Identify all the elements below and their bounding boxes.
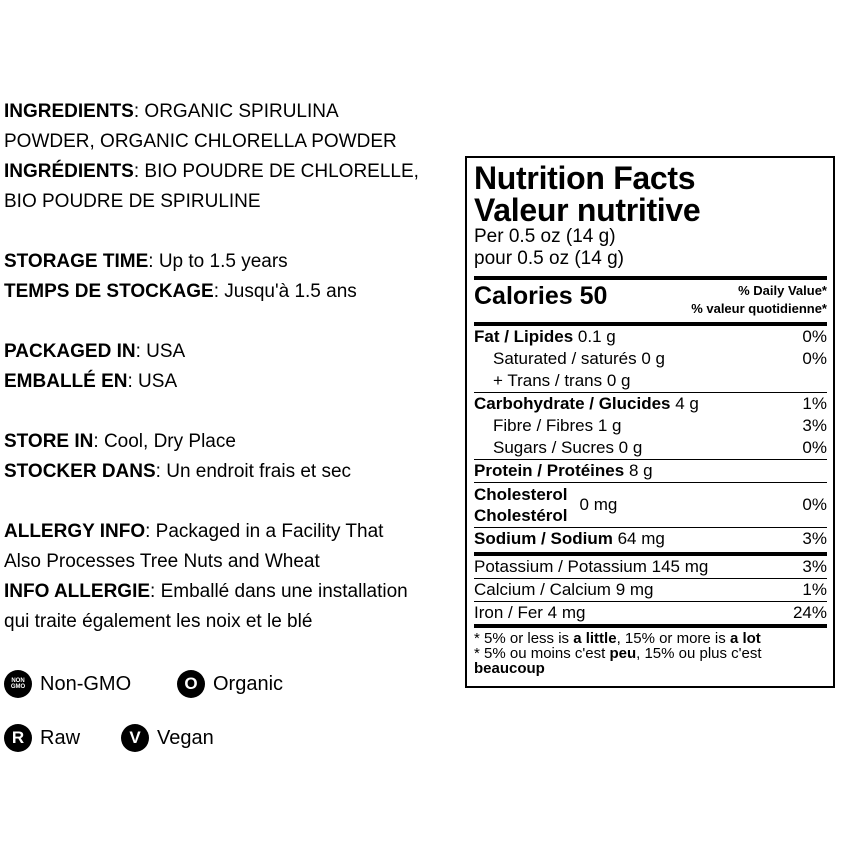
badge-label: Vegan (157, 726, 214, 749)
ingredients-en-cont: POWDER, ORGANIC CHLORELLA POWDER (4, 131, 397, 152)
badge-non-gmo (4, 670, 131, 698)
allergy-label: ALLERGY INFO (4, 521, 146, 542)
calories-row (474, 280, 827, 322)
allergy-en-cont: Also Processes Tree Nuts and Wheat (4, 551, 320, 572)
saturated-row: Saturated / saturés 0 g 0% (493, 349, 827, 368)
serving-size-en: Per 0.5 oz (14 g) (474, 226, 616, 247)
store-label: STORE IN (4, 431, 94, 452)
ingredients-en (4, 97, 459, 127)
storage-fr-value: : Jusqu'à 1.5 ans (213, 281, 357, 302)
iron-row: Iron / Fer 4 mg 24% (474, 603, 827, 622)
ingredients-label: INGREDIENTS (4, 101, 134, 122)
divider (474, 624, 827, 628)
daily-value-header: % Daily Value* % valeur quotidienne* (691, 283, 827, 316)
storage-label: STORAGE TIME (4, 251, 149, 272)
protein-row: Protein / Protéines 8 g (474, 461, 653, 480)
allergy-fr-cont: qui traite également les noix et le blé (4, 611, 313, 632)
storage-value: : Up to 1.5 years (148, 251, 288, 272)
packaged-label: PACKAGED IN (4, 341, 136, 362)
ingredients-fr-cont: BIO POUDRE DE SPIRULINE (4, 191, 261, 212)
ingredients-text: : ORGANIC SPIRULINA (133, 101, 339, 122)
allergy-fr-label: INFO ALLERGIE (4, 581, 151, 602)
store-fr-label: STOCKER DANS (4, 461, 156, 482)
vegan-icon: V (121, 724, 149, 752)
packaged-fr (4, 367, 459, 397)
nutrition-title-fr: Valeur nutritive (474, 192, 701, 228)
store-fr-value: : Un endroit frais et sec (155, 461, 352, 482)
footnote: * 5% or less is a little, 15% or more is a lot * 5% ou moins c'est peu, 15% ou plus c'est beaucoup (474, 630, 762, 677)
nutrition-title-en: Nutrition Facts (474, 160, 696, 196)
storage-fr-label: TEMPS DE STOCKAGE (4, 281, 214, 302)
ingredients-fr (4, 157, 459, 187)
calories-label: Calories 50 (474, 282, 608, 310)
packaged-value: : USA (135, 341, 186, 362)
ingredients-fr-label: INGRÉDIENTS (4, 161, 134, 182)
store-en (4, 427, 459, 457)
allergy-fr-text: : Emballé dans une installation (150, 581, 408, 602)
storage-fr (4, 277, 459, 307)
raw-icon: R (4, 724, 32, 752)
allergy-en (4, 517, 459, 547)
store-fr (4, 457, 459, 487)
serving-size-fr: pour 0.5 oz (14 g) (474, 248, 624, 269)
badge-raw (4, 724, 80, 752)
product-info (4, 97, 459, 637)
badge-organic (177, 670, 283, 698)
ingredients-fr-text: : BIO POUDRE DE CHLORELLE, (133, 161, 419, 182)
badge-label: Non-GMO (40, 672, 132, 695)
organic-icon: O (177, 670, 205, 698)
allergy-text: : Packaged in a Facility That (145, 521, 384, 542)
packaged-fr-label: EMBALLÉ EN (4, 371, 128, 392)
storage-en (4, 247, 459, 277)
allergy-fr (4, 577, 459, 607)
badge-vegan (121, 724, 214, 752)
store-value: : Cool, Dry Place (93, 431, 236, 452)
non-gmo-icon: NON GMO (4, 670, 32, 698)
carbohydrate-row: Carbohydrate / Glucides 4 g 1% (474, 394, 827, 413)
fibre-row: Fibre / Fibres 1 g 3% (493, 416, 827, 435)
packaged-fr-value: : USA (127, 371, 178, 392)
nutrition-facts-panel (465, 156, 835, 688)
potassium-row: Potassium / Potassium 145 mg 3% (474, 557, 827, 576)
sodium-row: Sodium / Sodium 64 mg 3% (474, 529, 827, 548)
cholesterol-row: Cholesterol Cholestérol 0 mg 0% (474, 485, 827, 525)
trans-row: + Trans / trans 0 g (493, 371, 631, 390)
badge-label: Organic (213, 672, 284, 695)
sugars-row: Sugars / Sucres 0 g 0% (493, 438, 827, 457)
fat-row: Fat / Lipides 0.1 g 0% (474, 327, 827, 346)
calcium-row: Calcium / Calcium 9 mg 1% (474, 580, 827, 599)
packaged-en (4, 337, 459, 367)
badge-label: Raw (40, 726, 81, 749)
